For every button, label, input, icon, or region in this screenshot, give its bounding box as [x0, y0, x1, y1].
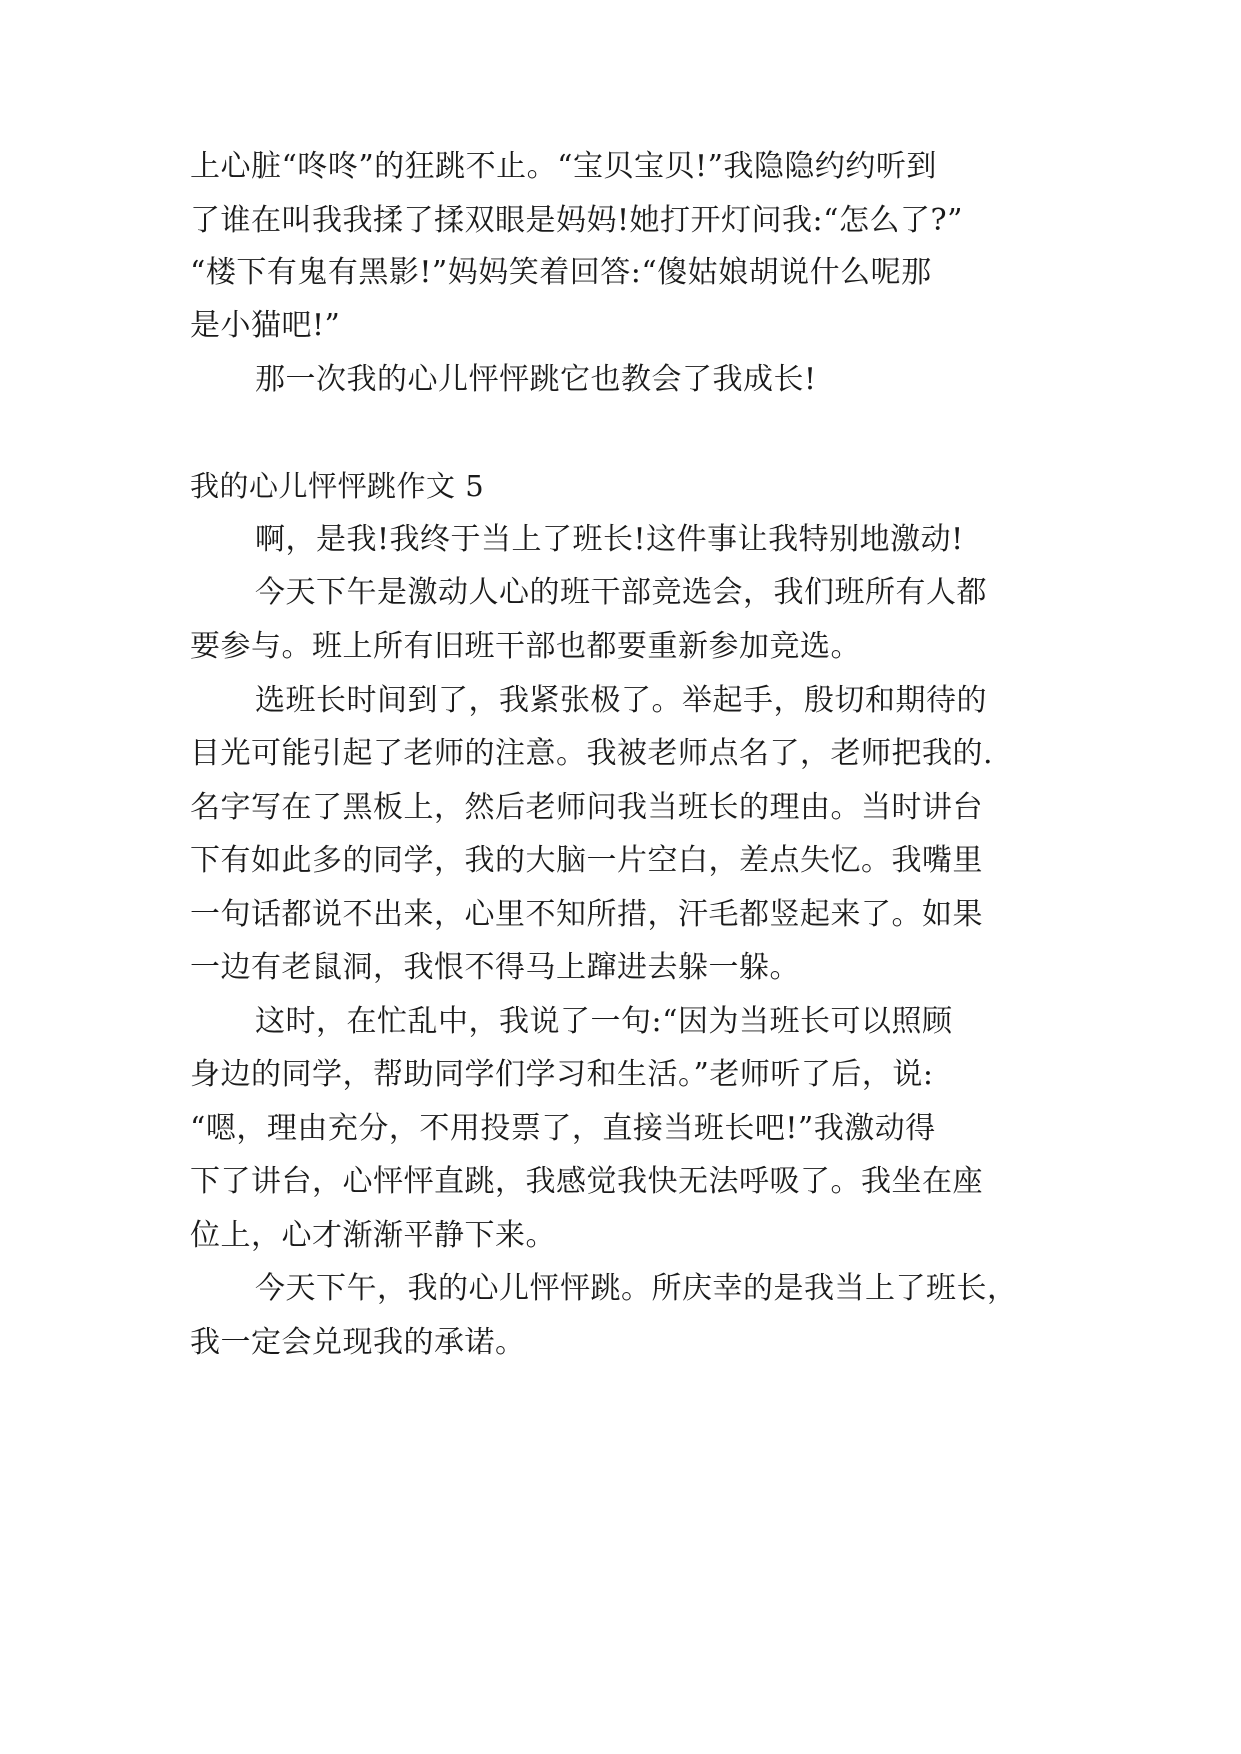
- text-line: “楼下有鬼有黑影!”妈妈笑着回答:“傻姑娘胡说什么呢那: [190, 255, 932, 290]
- essay-title: 我的心儿怦怦跳作文 5: [190, 469, 485, 503]
- paragraph-line: 下有如此多的同学，我的大脑一片空白，差点失忆。我嘴里: [190, 843, 983, 878]
- paragraph-line: 我一定会兑现我的承诺。: [190, 1325, 526, 1360]
- closing-line: 那一次我的心儿怦怦跳它也教会了我成长!: [255, 362, 817, 397]
- paragraph-line: 今天下午，我的心儿怦怦跳。所庆幸的是我当上了班长，: [255, 1271, 1018, 1306]
- paragraph-line: 位上，心才渐渐平静下来。: [190, 1218, 556, 1253]
- paragraph-line: “嗯，理由充分，不用投票了，直接当班长吧!”我激动得: [190, 1111, 936, 1146]
- paragraph-line: 身边的同学，帮助同学们学习和生活。”老师听了后，说:: [190, 1057, 934, 1092]
- paragraph-line: 一句话都说不出来，心里不知所措，汗毛都竖起来了。如果: [190, 897, 983, 932]
- paragraph-line: 今天下午是激动人心的班干部竞选会，我们班所有人都: [255, 575, 987, 610]
- paragraph-line: 这时，在忙乱中，我说了一句:“因为当班长可以照顾: [255, 1004, 953, 1039]
- paragraph-line: 一边有老鼠洞，我恨不得马上蹿进去躲一躲。: [190, 950, 800, 985]
- paragraph-line: 选班长时间到了，我紧张极了。举起手，殷切和期待的: [255, 683, 987, 718]
- text-line: 了谁在叫我我揉了揉双眼是妈妈!她打开灯问我:“怎么了?”: [190, 203, 963, 238]
- paragraph-line: 下了讲台，心怦怦直跳，我感觉我快无法呼吸了。我坐在座: [190, 1164, 983, 1199]
- paragraph-line: 要参与。班上所有旧班干部也都要重新参加竞选。: [190, 629, 861, 664]
- text-line: 是小猫吧!”: [190, 308, 341, 343]
- paragraph-line: 啊，是我!我终于当上了班长!这件事让我特别地激动!: [255, 522, 964, 557]
- paragraph-line: 名字写在了黑板上，然后老师问我当班长的理由。当时讲台: [190, 790, 983, 825]
- text-line: 上心脏“咚咚”的狂跳不止。“宝贝宝贝!”我隐隐约约听到: [190, 149, 937, 184]
- paragraph-line: 目光可能引起了老师的注意。我被老师点名了，老师把我的.: [190, 736, 994, 771]
